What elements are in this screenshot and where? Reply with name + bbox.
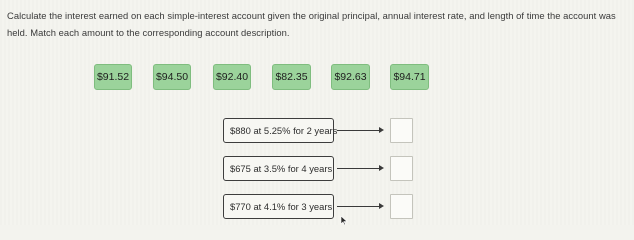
account-row [223, 194, 423, 220]
mouse-pointer-icon [340, 216, 348, 225]
right-arrow-icon [337, 130, 385, 138]
answer-chip[interactable]: $94.50 [153, 64, 191, 90]
account-description: $880 at 5.25% for 2 years [223, 118, 334, 143]
question-prompt: Calculate the interest earned on each simple-interest account given the original principal, annual interest rate, and length of time the account was held. Match each amount to the corresponding account description. [7, 10, 616, 38]
right-arrow-icon [337, 168, 385, 176]
answer-drop-target[interactable] [390, 194, 413, 219]
account-row [223, 118, 423, 144]
answer-chip[interactable]: $92.63 [331, 64, 370, 90]
answer-drop-target[interactable] [390, 156, 413, 181]
account-description: $675 at 3.5% for 4 years [223, 156, 334, 181]
account-description: $770 at 4.1% for 3 years [223, 194, 334, 219]
answer-chip[interactable]: $91.52 [94, 64, 132, 90]
right-arrow-icon [337, 206, 385, 214]
account-row [223, 156, 423, 182]
answer-chip[interactable]: $82.35 [272, 64, 311, 90]
answer-chip[interactable]: $94.71 [390, 64, 429, 90]
answer-drop-target[interactable] [390, 118, 413, 143]
answer-chip[interactable]: $92.40 [213, 64, 251, 90]
answer-choices [94, 64, 434, 90]
